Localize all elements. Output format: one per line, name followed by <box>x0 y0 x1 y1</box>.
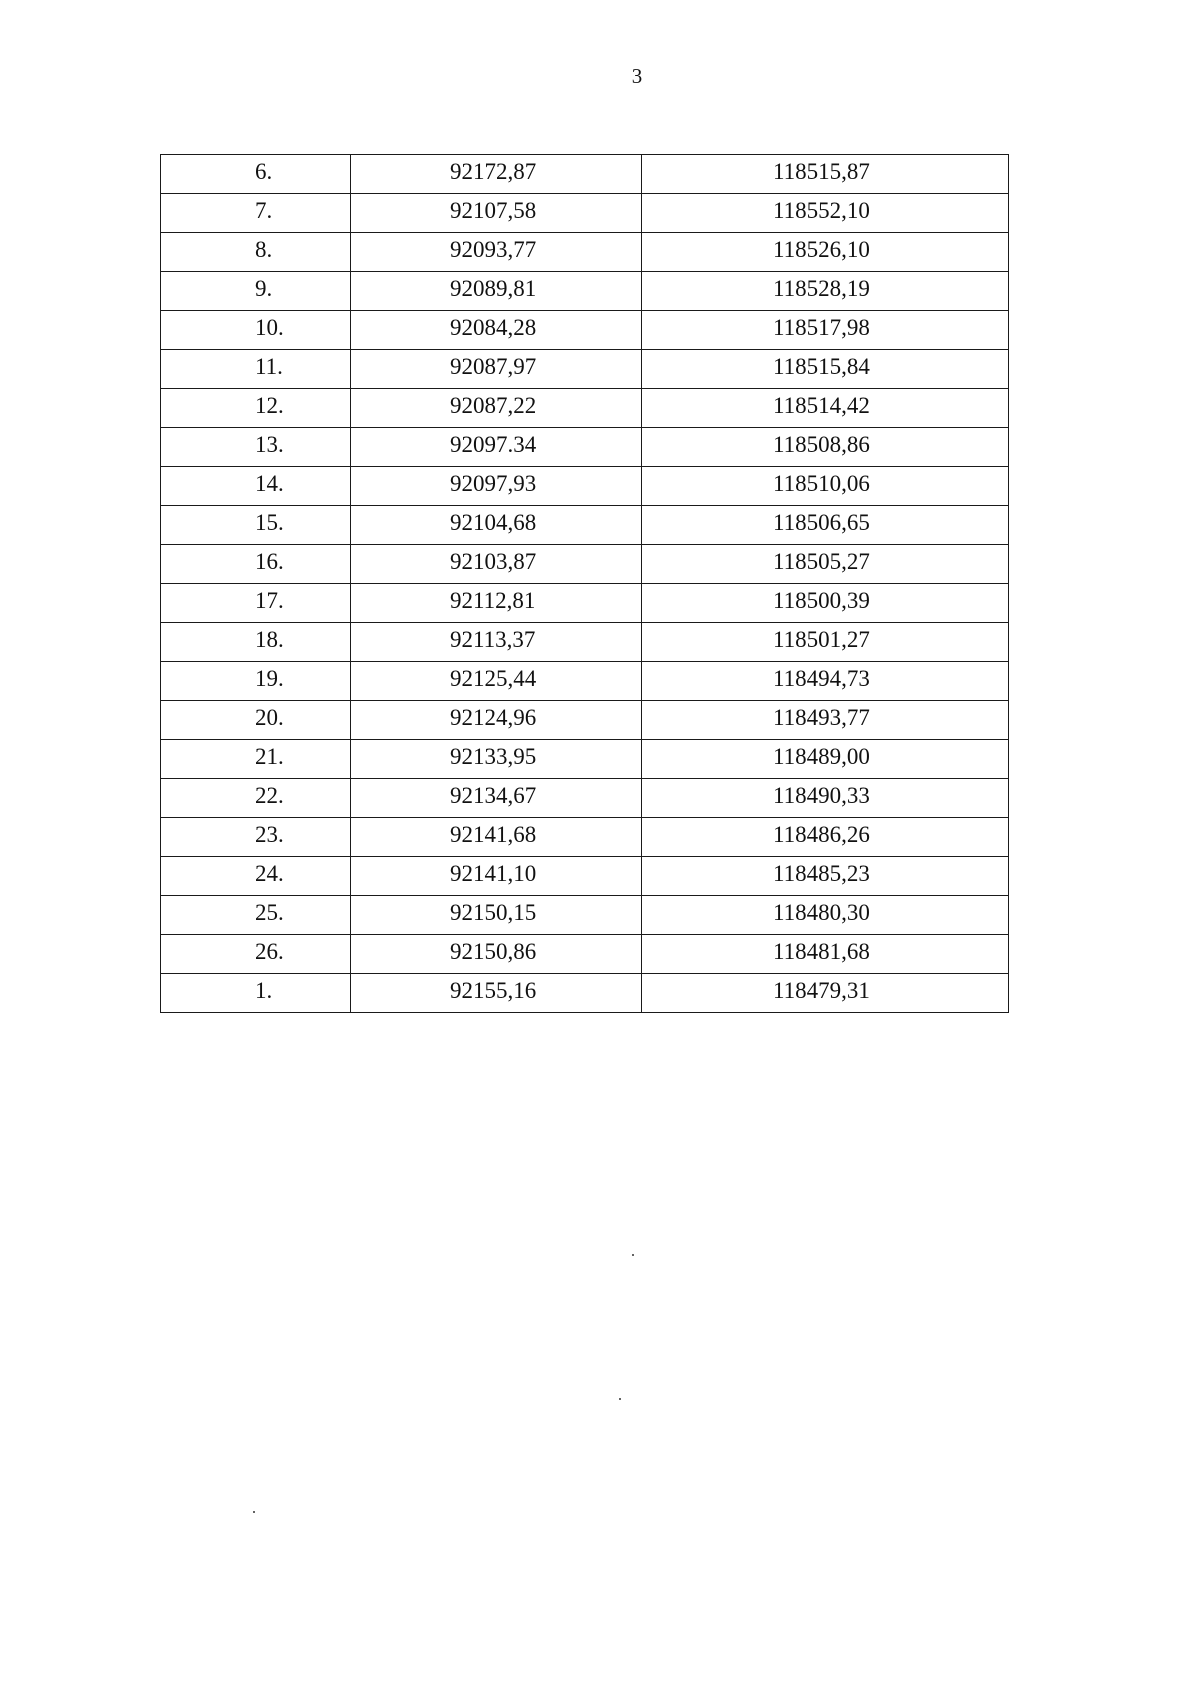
coordinates-table-body <box>161 155 1009 1013</box>
table-row <box>161 467 1009 506</box>
table-row <box>161 701 1009 740</box>
point-number-cell: 26. <box>161 935 351 974</box>
point-number-cell: 1. <box>161 974 351 1013</box>
table-row <box>161 545 1009 584</box>
table-row <box>161 155 1009 194</box>
point-number-cell: 24. <box>161 857 351 896</box>
point-number-cell: 15. <box>161 506 351 545</box>
x-coordinate-cell: 92097,93 <box>351 467 642 506</box>
x-coordinate-cell: 92084,28 <box>351 311 642 350</box>
x-coordinate-cell: 92089,81 <box>351 272 642 311</box>
table-row <box>161 779 1009 818</box>
y-coordinate-cell: 118486,26 <box>642 818 1009 857</box>
y-coordinate-cell: 118481,68 <box>642 935 1009 974</box>
x-coordinate-cell: 92125,44 <box>351 662 642 701</box>
point-number-cell: 8. <box>161 233 351 272</box>
y-coordinate-cell: 118515,84 <box>642 350 1009 389</box>
table-row <box>161 350 1009 389</box>
y-coordinate-cell: 118508,86 <box>642 428 1009 467</box>
point-number-cell: 13. <box>161 428 351 467</box>
point-number-cell: 18. <box>161 623 351 662</box>
x-coordinate-cell: 92150,15 <box>351 896 642 935</box>
x-coordinate-cell: 92133,95 <box>351 740 642 779</box>
table-row <box>161 857 1009 896</box>
y-coordinate-cell: 118552,10 <box>642 194 1009 233</box>
coordinates-table <box>160 154 1009 1013</box>
y-coordinate-cell: 118480,30 <box>642 896 1009 935</box>
page-number: 3 <box>631 64 643 88</box>
table-row <box>161 740 1009 779</box>
point-number-cell: 25. <box>161 896 351 935</box>
x-coordinate-cell: 92112,81 <box>351 584 642 623</box>
point-number-cell: 11. <box>161 350 351 389</box>
y-coordinate-cell: 118501,27 <box>642 623 1009 662</box>
y-coordinate-cell: 118526,10 <box>642 233 1009 272</box>
table-row <box>161 233 1009 272</box>
x-coordinate-cell: 92103,87 <box>351 545 642 584</box>
table-row <box>161 623 1009 662</box>
y-coordinate-cell: 118490,33 <box>642 779 1009 818</box>
table-row <box>161 974 1009 1013</box>
y-coordinate-cell: 118505,27 <box>642 545 1009 584</box>
table-row <box>161 389 1009 428</box>
x-coordinate-cell: 92087,22 <box>351 389 642 428</box>
point-number-cell: 6. <box>161 155 351 194</box>
y-coordinate-cell: 118506,65 <box>642 506 1009 545</box>
point-number-cell: 16. <box>161 545 351 584</box>
y-coordinate-cell: 118479,31 <box>642 974 1009 1013</box>
point-number-cell: 17. <box>161 584 351 623</box>
scan-speck <box>619 1398 621 1400</box>
table-row <box>161 506 1009 545</box>
table-row <box>161 896 1009 935</box>
point-number-cell: 7. <box>161 194 351 233</box>
y-coordinate-cell: 118528,19 <box>642 272 1009 311</box>
x-coordinate-cell: 92087,97 <box>351 350 642 389</box>
x-coordinate-cell: 92150,86 <box>351 935 642 974</box>
table-row <box>161 662 1009 701</box>
y-coordinate-cell: 118517,98 <box>642 311 1009 350</box>
x-coordinate-cell: 92141,10 <box>351 857 642 896</box>
point-number-cell: 9. <box>161 272 351 311</box>
x-coordinate-cell: 92113,37 <box>351 623 642 662</box>
table-row <box>161 935 1009 974</box>
x-coordinate-cell: 92093,77 <box>351 233 642 272</box>
x-coordinate-cell: 92141,68 <box>351 818 642 857</box>
y-coordinate-cell: 118510,06 <box>642 467 1009 506</box>
table-row <box>161 311 1009 350</box>
point-number-cell: 23. <box>161 818 351 857</box>
point-number-cell: 14. <box>161 467 351 506</box>
x-coordinate-cell: 92155,16 <box>351 974 642 1013</box>
x-coordinate-cell: 92172,87 <box>351 155 642 194</box>
x-coordinate-cell: 92124,96 <box>351 701 642 740</box>
table-row <box>161 584 1009 623</box>
x-coordinate-cell: 92107,58 <box>351 194 642 233</box>
table-row <box>161 428 1009 467</box>
table-row <box>161 272 1009 311</box>
point-number-cell: 10. <box>161 311 351 350</box>
x-coordinate-cell: 92104,68 <box>351 506 642 545</box>
table-row <box>161 194 1009 233</box>
x-coordinate-cell: 92097.34 <box>351 428 642 467</box>
scan-speck <box>632 1254 634 1256</box>
y-coordinate-cell: 118493,77 <box>642 701 1009 740</box>
y-coordinate-cell: 118489,00 <box>642 740 1009 779</box>
y-coordinate-cell: 118514,42 <box>642 389 1009 428</box>
point-number-cell: 21. <box>161 740 351 779</box>
point-number-cell: 12. <box>161 389 351 428</box>
y-coordinate-cell: 118500,39 <box>642 584 1009 623</box>
y-coordinate-cell: 118494,73 <box>642 662 1009 701</box>
x-coordinate-cell: 92134,67 <box>351 779 642 818</box>
y-coordinate-cell: 118515,87 <box>642 155 1009 194</box>
scan-speck <box>253 1511 255 1513</box>
y-coordinate-cell: 118485,23 <box>642 857 1009 896</box>
table-row <box>161 818 1009 857</box>
point-number-cell: 19. <box>161 662 351 701</box>
point-number-cell: 20. <box>161 701 351 740</box>
point-number-cell: 22. <box>161 779 351 818</box>
